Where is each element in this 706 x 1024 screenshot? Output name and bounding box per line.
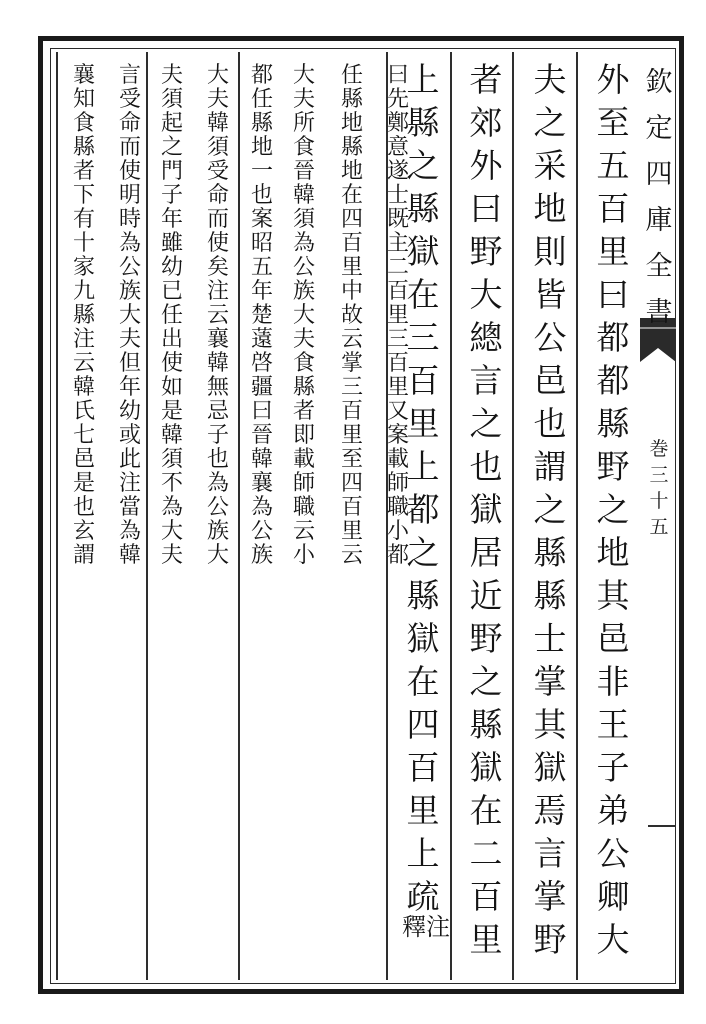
text-char: 里	[386, 303, 409, 328]
text-column	[282, 64, 326, 568]
text-char: 獄	[533, 748, 567, 787]
text-char: 楚	[250, 303, 273, 328]
text-char: 焉	[533, 791, 567, 830]
text-char: 之	[533, 103, 567, 142]
text-char: 百	[340, 399, 363, 424]
text-char: 注	[72, 327, 95, 352]
text-char: 先	[386, 87, 409, 112]
text-char: 案	[386, 423, 409, 448]
text-char: 起	[160, 111, 183, 136]
text-char: 韓	[206, 111, 229, 136]
text-char: 而	[206, 207, 229, 232]
text-char: 邑	[72, 447, 95, 472]
text-char: 小	[386, 519, 409, 544]
text-char: 子	[596, 748, 630, 787]
text-char: 韓	[118, 543, 141, 568]
margin-divider	[648, 825, 676, 827]
text-char: 公	[533, 318, 567, 357]
text-char: 者	[72, 159, 95, 184]
book-title-char: 四	[645, 159, 673, 190]
text-char: 之	[406, 533, 440, 572]
text-char: 出	[160, 327, 183, 352]
text-char: 食	[292, 351, 315, 376]
text-char: 小	[292, 543, 315, 568]
text-char: 百	[406, 361, 440, 400]
text-char: 鄭	[386, 111, 409, 136]
text-char: 職	[292, 495, 315, 520]
text-char: 公	[118, 255, 141, 280]
text-char: 大	[160, 519, 183, 544]
text-char: 曰	[250, 399, 273, 424]
book-title-char: 定	[645, 113, 673, 144]
text-char: 士	[533, 619, 567, 658]
text-char: 為	[292, 231, 315, 256]
text-char: 也	[206, 447, 229, 472]
text-char: 中	[340, 279, 363, 304]
text-char: 職	[386, 495, 409, 520]
text-column	[376, 64, 420, 568]
text-char: 為	[118, 231, 141, 256]
column-rule	[512, 52, 514, 980]
text-char: 當	[118, 495, 141, 520]
text-char: 縣	[596, 404, 630, 443]
book-title	[644, 60, 674, 336]
text-char: 百	[386, 279, 409, 304]
text-char: 大	[118, 303, 141, 328]
text-char: 者	[469, 60, 503, 99]
text-char: 獄	[406, 619, 440, 658]
text-char: 總	[469, 318, 503, 357]
text-char: 注	[118, 471, 141, 496]
text-char: 曰	[469, 189, 503, 228]
book-title-char: 書	[645, 297, 673, 328]
text-char: 縣	[406, 576, 440, 615]
text-char: 薳	[250, 327, 273, 352]
text-char: 百	[386, 351, 409, 376]
text-char: 都	[596, 318, 630, 357]
text-column	[240, 64, 284, 568]
text-char: 百	[340, 495, 363, 520]
text-char: 年	[250, 279, 273, 304]
text-char: 載	[292, 447, 315, 472]
text-char: 百	[406, 748, 440, 787]
text-char: 使	[206, 231, 229, 256]
text-char: 里	[340, 423, 363, 448]
text-char: 案	[250, 207, 273, 232]
text-char: 疆	[250, 375, 273, 400]
text-char: 野	[596, 447, 630, 486]
text-char: 獄	[469, 748, 503, 787]
text-column	[463, 58, 509, 961]
text-char: 年	[160, 207, 183, 232]
column-rule	[450, 52, 452, 980]
text-char: 里	[406, 791, 440, 830]
text-char: 掌	[340, 351, 363, 376]
text-char: 里	[386, 375, 409, 400]
text-char: 地	[250, 135, 273, 160]
text-char: 其	[596, 576, 630, 615]
text-char: 家	[72, 255, 95, 280]
text-char: 族	[206, 519, 229, 544]
text-char: 則	[533, 232, 567, 271]
text-char: 襄	[72, 63, 95, 88]
text-char: 須	[160, 87, 183, 112]
text-char: 掌	[533, 662, 567, 701]
text-char: 曰	[596, 275, 630, 314]
text-char: 士	[386, 183, 409, 208]
text-char: 族	[292, 279, 315, 304]
text-char: 夫	[533, 60, 567, 99]
text-char: 上	[406, 834, 440, 873]
volume-label-char: 三	[649, 464, 669, 486]
text-char: 公	[206, 495, 229, 520]
text-char: 云	[206, 303, 229, 328]
book-title-char: 欽	[645, 67, 673, 98]
text-char: 地	[596, 533, 630, 572]
text-char: 曰	[386, 63, 409, 88]
text-char: 夫	[292, 87, 315, 112]
text-column	[330, 64, 374, 568]
text-char: 公	[596, 834, 630, 873]
text-char: 者	[292, 399, 315, 424]
text-char: 縣	[292, 375, 315, 400]
text-char: 掌	[533, 877, 567, 916]
text-char: 也	[250, 183, 273, 208]
text-char: 玄	[72, 519, 95, 544]
text-char: 任	[250, 87, 273, 112]
text-char: 獄	[406, 232, 440, 271]
text-char: 是	[160, 399, 183, 424]
text-char: 一	[250, 159, 273, 184]
text-char: 公	[292, 255, 315, 280]
text-char: 二	[469, 834, 503, 873]
text-char: 氏	[72, 399, 95, 424]
text-char: 至	[340, 447, 363, 472]
text-char: 啓	[250, 351, 273, 376]
text-char: 之	[533, 490, 567, 529]
text-char: 有	[72, 207, 95, 232]
text-char: 注	[206, 279, 229, 304]
text-char: 云	[340, 327, 363, 352]
text-char: 在	[340, 183, 363, 208]
text-char: 大	[292, 303, 315, 328]
text-char: 五	[250, 255, 273, 280]
text-char: 七	[72, 423, 95, 448]
text-char: 既	[386, 207, 409, 232]
text-char: 卿	[596, 877, 630, 916]
text-char: 韓	[292, 183, 315, 208]
text-char: 子	[160, 183, 183, 208]
text-char: 疏	[406, 877, 440, 916]
text-char: 縣	[72, 303, 95, 328]
text-char: 居	[469, 533, 503, 572]
text-char: 命	[118, 111, 141, 136]
volume-label-char: 十	[649, 490, 669, 512]
text-char: 為	[206, 471, 229, 496]
text-char: 縣	[250, 111, 273, 136]
text-char: 須	[160, 447, 183, 472]
text-char: 知	[72, 87, 95, 112]
text-char: 為	[160, 495, 183, 520]
text-char: 地	[533, 189, 567, 228]
text-char: 使	[160, 351, 183, 376]
text-char: 邑	[533, 361, 567, 400]
text-char: 須	[292, 207, 315, 232]
text-char: 門	[160, 159, 183, 184]
text-char: 縣	[469, 705, 503, 744]
text-char: 公	[250, 519, 273, 544]
text-char: 師	[386, 471, 409, 496]
text-char: 獄	[469, 490, 503, 529]
text-char: 晉	[292, 159, 315, 184]
text-char: 大	[206, 543, 229, 568]
text-char: 縣	[406, 103, 440, 142]
text-char: 師	[292, 471, 315, 496]
text-char: 王	[596, 705, 630, 744]
text-char: 下	[72, 183, 95, 208]
text-char: 四	[406, 705, 440, 744]
text-char: 韓	[250, 447, 273, 472]
text-char: 云	[72, 351, 95, 376]
text-char: 載	[386, 447, 409, 472]
text-column	[108, 64, 152, 568]
volume-label-char: 巻	[649, 438, 669, 460]
text-char: 百	[340, 231, 363, 256]
text-column	[150, 64, 194, 568]
text-char: 皆	[533, 275, 567, 314]
text-char: 夫	[160, 543, 183, 568]
text-char: 野	[469, 619, 503, 658]
text-char: 言	[118, 63, 141, 88]
text-char: 晉	[250, 423, 273, 448]
text-char: 里	[596, 232, 630, 271]
text-char: 之	[160, 135, 183, 160]
text-char: 為	[250, 495, 273, 520]
book-title-char: 全	[645, 251, 673, 282]
annotation-char: 釋	[402, 913, 426, 941]
text-char: 弟	[596, 791, 630, 830]
text-char: 夫	[160, 63, 183, 88]
text-char: 昭	[250, 231, 273, 256]
text-char: 大	[206, 63, 229, 88]
annotation-char: 注	[426, 913, 450, 941]
text-char: 所	[292, 111, 315, 136]
text-char: 年	[118, 375, 141, 400]
text-char: 在	[406, 275, 440, 314]
column-rule	[576, 52, 578, 980]
text-char: 命	[206, 183, 229, 208]
text-char: 為	[118, 519, 141, 544]
text-char: 郊	[469, 103, 503, 142]
text-char: 五	[596, 146, 630, 185]
text-char: 非	[596, 662, 630, 701]
text-char: 主	[386, 231, 409, 256]
text-char: 之	[596, 490, 630, 529]
text-char: 都	[596, 361, 630, 400]
text-char: 其	[533, 705, 567, 744]
text-char: 意	[386, 135, 409, 160]
text-char: 都	[386, 543, 409, 568]
text-char: 縣	[533, 576, 567, 615]
text-char: 言	[469, 361, 503, 400]
text-char: 地	[340, 111, 363, 136]
text-char: 明	[118, 183, 141, 208]
page-edge	[684, 30, 706, 1000]
volume-label	[646, 436, 672, 540]
text-char: 在	[469, 791, 503, 830]
text-char: 三	[386, 327, 409, 352]
text-char: 都	[406, 490, 440, 529]
text-char: 縣	[72, 135, 95, 160]
text-char: 言	[533, 834, 567, 873]
text-char: 襄	[250, 471, 273, 496]
text-char: 雖	[160, 231, 183, 256]
text-char: 縣	[533, 533, 567, 572]
text-char: 韓	[72, 375, 95, 400]
text-char: 襄	[206, 327, 229, 352]
text-char: 采	[533, 146, 567, 185]
text-char: 謂	[533, 447, 567, 486]
text-char: 受	[206, 159, 229, 184]
text-char: 九	[72, 279, 95, 304]
text-column	[196, 64, 240, 568]
text-char: 也	[469, 447, 503, 486]
text-char: 須	[206, 135, 229, 160]
text-char: 縣	[340, 135, 363, 160]
text-char: 族	[118, 279, 141, 304]
text-char: 是	[72, 471, 95, 496]
inline-annotation	[402, 912, 450, 942]
text-char: 但	[118, 351, 141, 376]
text-char: 二	[386, 255, 409, 280]
text-char: 使	[118, 159, 141, 184]
text-char: 上	[406, 60, 440, 99]
text-char: 之	[406, 146, 440, 185]
text-char: 任	[160, 303, 183, 328]
text-char: 而	[118, 135, 141, 160]
book-title-char: 庫	[645, 205, 673, 236]
text-char: 即	[292, 423, 315, 448]
text-char: 子	[206, 423, 229, 448]
text-char: 縣	[406, 189, 440, 228]
text-char: 已	[160, 279, 183, 304]
text-char: 食	[292, 135, 315, 160]
text-char: 云	[292, 519, 315, 544]
text-char: 矣	[206, 255, 229, 280]
text-char: 至	[596, 103, 630, 142]
text-char: 十	[72, 231, 95, 256]
text-char: 三	[406, 318, 440, 357]
text-char: 夫	[118, 327, 141, 352]
text-char: 此	[118, 447, 141, 472]
text-char: 云	[340, 543, 363, 568]
text-char: 幼	[118, 399, 141, 424]
column-rule	[56, 52, 58, 980]
text-char: 四	[340, 471, 363, 496]
text-char: 食	[72, 111, 95, 136]
text-char: 幼	[160, 255, 183, 280]
text-char: 里	[406, 404, 440, 443]
text-column	[62, 64, 106, 568]
text-char: 又	[386, 399, 409, 424]
text-char: 縣	[340, 87, 363, 112]
text-char: 也	[533, 404, 567, 443]
text-char: 野	[469, 232, 503, 271]
text-char: 外	[469, 146, 503, 185]
text-char: 無	[206, 375, 229, 400]
text-char: 外	[596, 60, 630, 99]
text-char: 大	[596, 920, 630, 959]
text-char: 受	[118, 87, 141, 112]
text-char: 韓	[160, 423, 183, 448]
volume-label-char: 五	[649, 516, 669, 538]
text-char: 如	[160, 375, 183, 400]
text-char: 上	[406, 447, 440, 486]
text-char: 里	[340, 255, 363, 280]
text-char: 任	[340, 63, 363, 88]
text-char: 之	[469, 404, 503, 443]
text-char: 遂	[386, 159, 409, 184]
text-column	[590, 58, 636, 961]
text-char: 邑	[596, 619, 630, 658]
text-char: 夫	[206, 87, 229, 112]
text-char: 也	[72, 495, 95, 520]
text-char: 不	[160, 471, 183, 496]
text-char: 里	[340, 519, 363, 544]
text-char: 野	[533, 920, 567, 959]
text-column	[527, 58, 573, 961]
text-char: 大	[469, 275, 503, 314]
text-char: 故	[340, 303, 363, 328]
text-char: 或	[118, 423, 141, 448]
text-char: 近	[469, 576, 503, 615]
text-char: 都	[250, 63, 273, 88]
text-char: 族	[250, 543, 273, 568]
text-char: 夫	[292, 327, 315, 352]
text-char: 大	[292, 63, 315, 88]
text-char: 地	[340, 159, 363, 184]
text-char: 韓	[206, 351, 229, 376]
text-char: 百	[596, 189, 630, 228]
text-char: 時	[118, 207, 141, 232]
text-char: 之	[469, 662, 503, 701]
text-char: 三	[340, 375, 363, 400]
text-char: 四	[340, 207, 363, 232]
text-char: 在	[406, 662, 440, 701]
text-char: 忌	[206, 399, 229, 424]
text-char: 里	[469, 920, 503, 959]
text-char: 百	[469, 877, 503, 916]
text-char: 謂	[72, 543, 95, 568]
